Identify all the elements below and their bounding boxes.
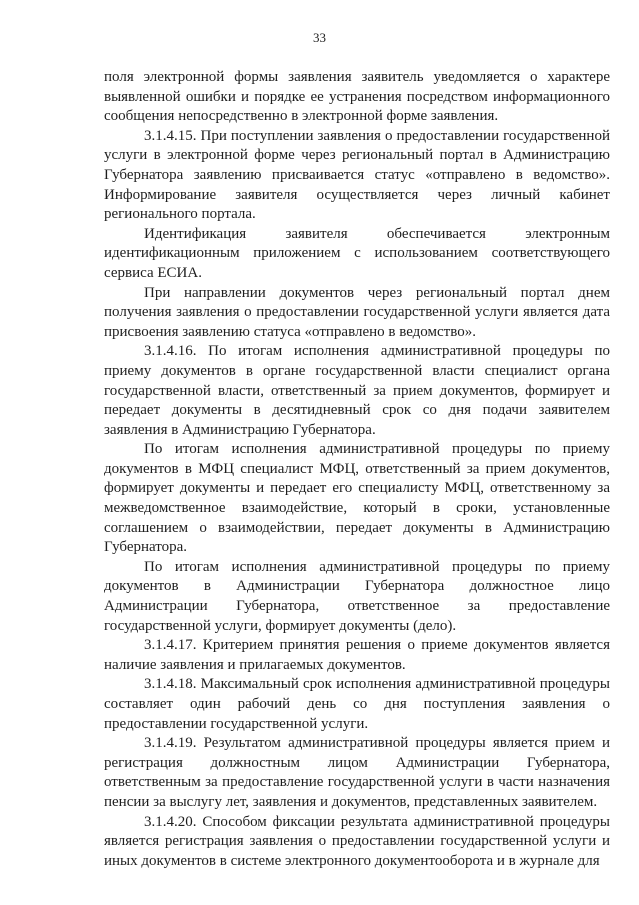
page-number: 33: [313, 30, 326, 45]
paragraph-3-1-4-20: 3.1.4.20. Способом фиксации результата административной процедуры является регистрация заявления о предоставлении государственной услуги и иных документов в системе электронного документооборота и в журнале для: [104, 813, 610, 869]
paragraph-governor-administration: По итогам исполнения административной процедуры по приему документов в Администрации Губернатора должностное лицо Администрации Губернатора, ответственное за предоставление государственной услуги, формирует документы (дело).: [104, 558, 610, 634]
paragraph-3-1-4-18: 3.1.4.18. Максимальный срок исполнения административной процедуры составляет один рабочий день со дня поступления заявления о предоставлении государственной услуги.: [104, 676, 610, 732]
paragraph-continuation: поля электронной формы заявления заявитель уведомляется о характере выявленной ошибки и порядке ее устранения посредством информационного сообщения непосредственно в электронной форме заявления.: [104, 69, 610, 125]
paragraph-3-1-4-19: 3.1.4.19. Результатом административной процедуры является прием и регистрация должностным лицом Администрации Губернатора, ответственным за предоставление государственной услуги в части назначения пенсии за выслугу лет, заявления и документов, представленных заявителем.: [104, 735, 610, 810]
paragraph-3-1-4-15: 3.1.4.15. При поступлении заявления о предоставлении государственной услуги в электронной форме через региональный портал в Администрацию Губернатора заявлению присваивается статус «отправлено в ведомство». Информирование заявителя осуществляется через личный кабинет регионального портала.: [104, 127, 610, 223]
paragraph-3-1-4-16: 3.1.4.16. По итогам исполнения административной процедуры по приему документов в органе государственной власти специалист органа государственной власти, ответственный за прием документов, формирует и передает документы в десятидневный срок со дня подачи заявителем заявления в Администрацию Губернатора.: [104, 343, 610, 438]
paragraph-mfc: По итогам исполнения административной процедуры по приему документов в МФЦ специалист МФЦ, ответственный за прием документов, формирует документы и передает его специалисту МФЦ, ответственному за межведомственное взаимодействие, который в сроки, установленные соглашением о взаимодействии, передает документы в Администрацию Губернатора.: [104, 441, 610, 556]
paragraph-3-1-4-17: 3.1.4.17. Критерием принятия решения о приеме документов является наличие заявления и прилагаемых документов.: [104, 637, 610, 673]
document-body: [104, 68, 610, 871]
paragraph-identification: Идентификация заявителя обеспечивается электронным идентификационным приложением с использованием соответствующего сервиса ЕСИА.: [104, 225, 610, 281]
paragraph-portal-receipt-date: При направлении документов через региональный портал днем получения заявления о предоставлении государственной услуги является дата присвоения заявлению статуса «отправлено в ведомство».: [104, 284, 610, 340]
